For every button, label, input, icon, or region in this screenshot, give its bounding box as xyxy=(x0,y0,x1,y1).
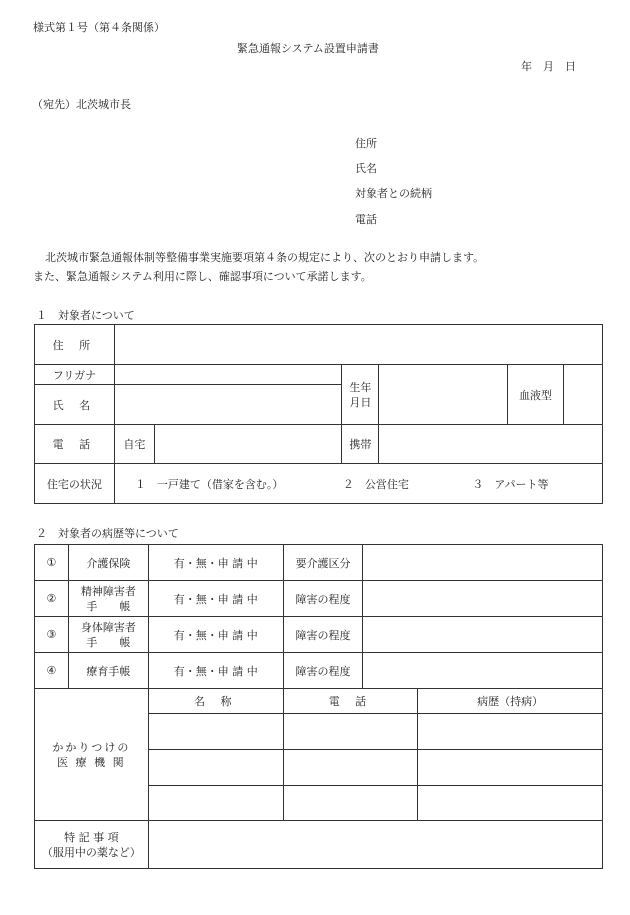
row-number-4: ④ xyxy=(35,653,69,689)
clinic-3-history-field[interactable] xyxy=(418,786,603,821)
housing-option-detached[interactable]: １ 一戸建て（借家を含む。） xyxy=(134,477,284,491)
clinic-2-phone-field[interactable] xyxy=(283,750,418,786)
birthdate-label: 生年 月日 xyxy=(342,365,379,425)
address-field[interactable] xyxy=(114,325,602,365)
addressee: （宛先）北茨城市長 xyxy=(32,98,131,111)
blood-type-field[interactable] xyxy=(564,365,603,425)
mental-degree-field[interactable] xyxy=(363,581,603,617)
mobile-label: 携帯 xyxy=(342,425,379,464)
physical-degree-field[interactable] xyxy=(363,617,603,653)
mobile-field[interactable] xyxy=(379,425,603,464)
clinic-3-phone-field[interactable] xyxy=(283,786,418,821)
physical-disability-status[interactable]: 有・無・申 請 中 xyxy=(148,617,283,653)
address-label: 住 所 xyxy=(35,325,115,365)
mental-degree-label: 障害の程度 xyxy=(283,581,363,617)
clinic-name-header: 名 称 xyxy=(148,689,283,714)
housing-options xyxy=(114,464,602,504)
section1-heading: １ 対象者について xyxy=(36,309,135,322)
housing-option-public[interactable]: ２ 公営住宅 xyxy=(342,477,409,491)
rehab-degree-field[interactable] xyxy=(363,653,603,689)
name-field[interactable] xyxy=(114,385,342,425)
rehab-notebook-label: 療育手帳 xyxy=(68,653,148,689)
care-level-label: 要介護区分 xyxy=(283,545,363,581)
care-insurance-status[interactable]: 有・無・申 請 中 xyxy=(148,545,283,581)
care-insurance-label: 介護保険 xyxy=(68,545,148,581)
notes-label: 特 記 事 項 （服用中の薬など） xyxy=(35,821,149,869)
applicant-name-label: 氏名 xyxy=(355,162,377,175)
phone-label: 電 話 xyxy=(35,425,115,464)
mental-disability-label: 精神障害者 手 帳 xyxy=(68,581,148,617)
physical-degree-label: 障害の程度 xyxy=(283,617,363,653)
clinic-phone-header: 電 話 xyxy=(283,689,418,714)
row-number-2: ② xyxy=(35,581,69,617)
clinic-1-phone-field[interactable] xyxy=(283,714,418,750)
clinic-1-name-field[interactable] xyxy=(148,714,283,750)
clinic-2-history-field[interactable] xyxy=(418,750,603,786)
mental-disability-status[interactable]: 有・無・申 請 中 xyxy=(148,581,283,617)
applicant-relation-label: 対象者との続柄 xyxy=(355,187,432,200)
clinic-2-name-field[interactable] xyxy=(148,750,283,786)
subject-table xyxy=(34,324,603,504)
housing-option-apartment[interactable]: ３ アパート等 xyxy=(472,477,549,491)
body-line-1: 北茨城市緊急通報体制等整備事業実施要項第４条の規定により、次のとおり申請します。 xyxy=(45,251,485,264)
care-level-field[interactable] xyxy=(363,545,603,581)
section2-heading: ２ 対象者の病歴等について xyxy=(36,527,179,540)
body-line-2: また、緊急通報システム利用に際し、確認事項について承諾します。 xyxy=(33,270,372,283)
clinic-label: かかりつけの 医 療 機 関 xyxy=(35,689,149,821)
name-label: 氏 名 xyxy=(35,385,115,425)
furigana-label: フリガナ xyxy=(35,365,115,385)
notes-field[interactable] xyxy=(148,821,602,869)
home-phone-field[interactable] xyxy=(154,425,342,464)
date-line: 年 月 日 xyxy=(521,60,576,73)
row-number-3: ③ xyxy=(35,617,69,653)
birthdate-field[interactable] xyxy=(379,365,508,425)
furigana-field[interactable] xyxy=(114,365,342,385)
clinic-3-name-field[interactable] xyxy=(148,786,283,821)
rehab-degree-label: 障害の程度 xyxy=(283,653,363,689)
row-number-1: ① xyxy=(35,545,69,581)
blood-type-label: 血液型 xyxy=(508,365,564,425)
applicant-address-label: 住所 xyxy=(355,137,377,150)
history-table xyxy=(34,544,603,869)
housing-label: 住宅の状況 xyxy=(35,464,115,504)
form-title: 緊急通報システム設置申請書 xyxy=(237,42,379,55)
applicant-phone-label: 電話 xyxy=(355,213,377,226)
rehab-notebook-status[interactable]: 有・無・申 請 中 xyxy=(148,653,283,689)
physical-disability-label: 身体障害者 手 帳 xyxy=(68,617,148,653)
clinic-1-history-field[interactable] xyxy=(418,714,603,750)
home-phone-label: 自宅 xyxy=(114,425,154,464)
form-number: 様式第１号（第４条関係） xyxy=(33,21,165,34)
clinic-history-header: 病歴（持病） xyxy=(418,689,603,714)
